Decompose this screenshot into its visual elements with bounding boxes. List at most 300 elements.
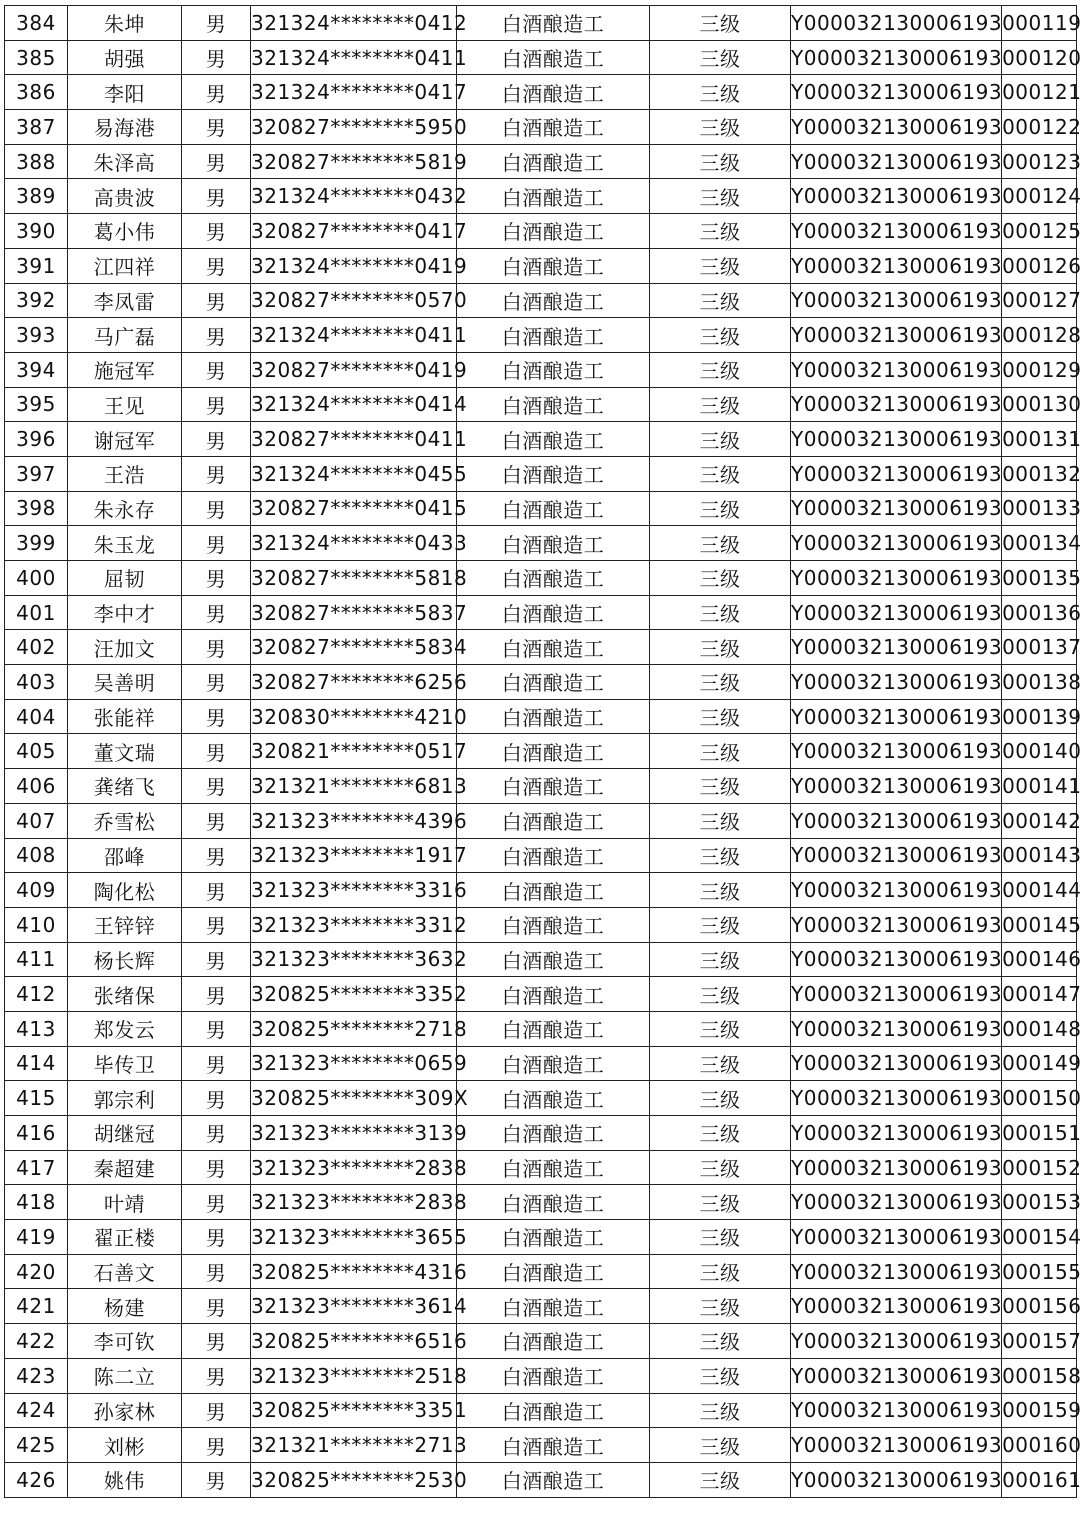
occupation-cell: 白酒酿造工 (457, 977, 650, 1012)
skill-level-cell: 三级 (650, 977, 791, 1012)
certificate-number-cell: Y000032130006193000153 (791, 1185, 1002, 1220)
row-number-cell: 410 (5, 907, 68, 942)
row-number-cell: 400 (5, 561, 68, 596)
person-name-cell: 张能祥 (68, 699, 182, 734)
row-number-cell: 421 (5, 1289, 68, 1324)
occupation-cell: 白酒酿造工 (457, 1220, 650, 1255)
skill-level-cell: 三级 (650, 838, 791, 873)
gender-cell: 男 (182, 1462, 251, 1497)
person-name-cell: 杨建 (68, 1289, 182, 1324)
occupation-cell: 白酒酿造工 (457, 665, 650, 700)
certificate-number-cell: Y000032130006193000154 (791, 1220, 1002, 1255)
skill-level-cell: 三级 (650, 699, 791, 734)
skill-level-cell: 三级 (650, 387, 791, 422)
skill-level-cell: 三级 (650, 1150, 791, 1185)
person-name-cell: 乔雪松 (68, 803, 182, 838)
table-row (5, 6, 1077, 41)
row-number-cell: 384 (5, 6, 68, 41)
row-number-cell: 407 (5, 803, 68, 838)
id-number-cell: 320827********0419 (251, 352, 457, 387)
gender-cell: 男 (182, 248, 251, 283)
table-row (5, 1254, 1077, 1289)
row-number-cell: 425 (5, 1428, 68, 1463)
occupation-cell: 白酒酿造工 (457, 248, 650, 283)
certificate-number-cell: Y000032130006193000135 (791, 561, 1002, 596)
person-name-cell: 孙家林 (68, 1393, 182, 1428)
gender-cell: 男 (182, 769, 251, 804)
table-row (5, 75, 1077, 110)
id-number-cell: 321324********0419 (251, 248, 457, 283)
id-number-cell: 321323********3312 (251, 907, 457, 942)
skill-level-cell: 三级 (650, 665, 791, 700)
table-row (5, 665, 1077, 700)
gender-cell: 男 (182, 907, 251, 942)
gender-cell: 男 (182, 1150, 251, 1185)
person-name-cell: 吴善明 (68, 665, 182, 700)
gender-cell: 男 (182, 1185, 251, 1220)
skill-level-cell: 三级 (650, 907, 791, 942)
row-number-cell: 390 (5, 214, 68, 249)
id-number-cell: 321321********6813 (251, 769, 457, 804)
gender-cell: 男 (182, 1220, 251, 1255)
gender-cell: 男 (182, 422, 251, 457)
table-row (5, 352, 1077, 387)
id-number-cell: 320825********4316 (251, 1254, 457, 1289)
table-row (5, 1185, 1077, 1220)
certificate-number-cell: Y000032130006193000161 (791, 1462, 1002, 1497)
person-name-cell: 陈二立 (68, 1358, 182, 1393)
skill-level-cell: 三级 (650, 110, 791, 145)
occupation-cell: 白酒酿造工 (457, 110, 650, 145)
gender-cell: 男 (182, 630, 251, 665)
id-number-cell: 321323********3632 (251, 942, 457, 977)
occupation-cell: 白酒酿造工 (457, 1254, 650, 1289)
id-number-cell: 320827********5950 (251, 110, 457, 145)
occupation-cell: 白酒酿造工 (457, 75, 650, 110)
skill-level-cell: 三级 (650, 1462, 791, 1497)
table-row (5, 1150, 1077, 1185)
occupation-cell: 白酒酿造工 (457, 1185, 650, 1220)
certificate-number-cell: Y000032130006193000156 (791, 1289, 1002, 1324)
certificate-number-cell: Y000032130006193000128 (791, 318, 1002, 353)
occupation-cell: 白酒酿造工 (457, 214, 650, 249)
row-number-cell: 385 (5, 40, 68, 75)
person-name-cell: 毕传卫 (68, 1046, 182, 1081)
certificate-number-cell: Y000032130006193000155 (791, 1254, 1002, 1289)
id-number-cell: 320827********0417 (251, 214, 457, 249)
id-number-cell: 321321********2713 (251, 1428, 457, 1463)
table-row (5, 422, 1077, 457)
occupation-cell: 白酒酿造工 (457, 769, 650, 804)
certificate-number-cell: Y000032130006193000121 (791, 75, 1002, 110)
id-number-cell: 321324********0455 (251, 456, 457, 491)
skill-level-cell: 三级 (650, 352, 791, 387)
certificate-number-cell: Y000032130006193000141 (791, 769, 1002, 804)
table-row (5, 1428, 1077, 1463)
row-number-cell: 394 (5, 352, 68, 387)
table-row (5, 1462, 1077, 1497)
table-row (5, 561, 1077, 596)
id-number-cell: 320827********6256 (251, 665, 457, 700)
certificate-number-cell: Y000032130006193000137 (791, 630, 1002, 665)
row-number-cell: 419 (5, 1220, 68, 1255)
person-name-cell: 秦超建 (68, 1150, 182, 1185)
person-name-cell: 李中才 (68, 595, 182, 630)
person-name-cell: 王锌锌 (68, 907, 182, 942)
row-number-cell: 387 (5, 110, 68, 145)
gender-cell: 男 (182, 1428, 251, 1463)
gender-cell: 男 (182, 526, 251, 561)
gender-cell: 男 (182, 1046, 251, 1081)
skill-level-cell: 三级 (650, 6, 791, 41)
skill-level-cell: 三级 (650, 1428, 791, 1463)
gender-cell: 男 (182, 942, 251, 977)
skill-level-cell: 三级 (650, 595, 791, 630)
id-number-cell: 320825********3351 (251, 1393, 457, 1428)
certificate-number-cell: Y000032130006193000147 (791, 977, 1002, 1012)
occupation-cell: 白酒酿造工 (457, 40, 650, 75)
table-row (5, 734, 1077, 769)
person-name-cell: 李阳 (68, 75, 182, 110)
certificate-number-cell: Y000032130006193000120 (791, 40, 1002, 75)
certificate-number-cell: Y000032130006193000139 (791, 699, 1002, 734)
skill-level-cell: 三级 (650, 1220, 791, 1255)
certificate-number-cell: Y000032130006193000131 (791, 422, 1002, 457)
certificate-number-cell: Y000032130006193000136 (791, 595, 1002, 630)
certificate-number-cell: Y000032130006193000138 (791, 665, 1002, 700)
gender-cell: 男 (182, 838, 251, 873)
gender-cell: 男 (182, 1393, 251, 1428)
person-name-cell: 郭宗利 (68, 1081, 182, 1116)
row-number-cell: 426 (5, 1462, 68, 1497)
person-name-cell: 马广磊 (68, 318, 182, 353)
table-row (5, 318, 1077, 353)
gender-cell: 男 (182, 352, 251, 387)
id-number-cell: 321323********2518 (251, 1358, 457, 1393)
row-number-cell: 409 (5, 873, 68, 908)
id-number-cell: 320825********309X (251, 1081, 457, 1116)
occupation-cell: 白酒酿造工 (457, 561, 650, 596)
certificate-number-cell: Y000032130006193000143 (791, 838, 1002, 873)
table-row (5, 595, 1077, 630)
person-name-cell: 李可钦 (68, 1324, 182, 1359)
person-name-cell: 朱永存 (68, 491, 182, 526)
skill-level-cell: 三级 (650, 40, 791, 75)
skill-level-cell: 三级 (650, 526, 791, 561)
row-number-cell: 398 (5, 491, 68, 526)
row-number-cell: 414 (5, 1046, 68, 1081)
id-number-cell: 320825********6516 (251, 1324, 457, 1359)
person-name-cell: 胡继冠 (68, 1116, 182, 1151)
row-number-cell: 393 (5, 318, 68, 353)
occupation-cell: 白酒酿造工 (457, 179, 650, 214)
table-row (5, 526, 1077, 561)
roster-table (4, 5, 1081, 1498)
row-number-cell: 412 (5, 977, 68, 1012)
certificate-number-cell: Y000032130006193000122 (791, 110, 1002, 145)
table-row (5, 769, 1077, 804)
occupation-cell: 白酒酿造工 (457, 352, 650, 387)
skill-level-cell: 三级 (650, 75, 791, 110)
certificate-number-cell: Y000032130006193000133 (791, 491, 1002, 526)
row-number-cell: 404 (5, 699, 68, 734)
certificate-number-cell: Y000032130006193000124 (791, 179, 1002, 214)
gender-cell: 男 (182, 6, 251, 41)
person-name-cell: 陶化松 (68, 873, 182, 908)
certificate-number-cell: Y000032130006193000149 (791, 1046, 1002, 1081)
person-name-cell: 谢冠军 (68, 422, 182, 457)
occupation-cell: 白酒酿造工 (457, 699, 650, 734)
occupation-cell: 白酒酿造工 (457, 283, 650, 318)
certificate-number-cell: Y000032130006193000130 (791, 387, 1002, 422)
table-row (5, 179, 1077, 214)
gender-cell: 男 (182, 1254, 251, 1289)
id-number-cell: 321324********0432 (251, 179, 457, 214)
table-row (5, 1011, 1077, 1046)
id-number-cell: 320827********5819 (251, 144, 457, 179)
id-number-cell: 320827********0570 (251, 283, 457, 318)
certificate-number-cell: Y000032130006193000127 (791, 283, 1002, 318)
certificate-number-cell: Y000032130006193000142 (791, 803, 1002, 838)
table-row (5, 1220, 1077, 1255)
certificate-number-cell: Y000032130006193000125 (791, 214, 1002, 249)
certificate-number-cell: Y000032130006193000148 (791, 1011, 1002, 1046)
person-name-cell: 江四祥 (68, 248, 182, 283)
occupation-cell: 白酒酿造工 (457, 1393, 650, 1428)
table-row (5, 699, 1077, 734)
id-number-cell: 321324********0433 (251, 526, 457, 561)
occupation-cell: 白酒酿造工 (457, 595, 650, 630)
row-number-cell: 413 (5, 1011, 68, 1046)
row-number-cell: 396 (5, 422, 68, 457)
gender-cell: 男 (182, 75, 251, 110)
table-row (5, 283, 1077, 318)
certificate-number-cell: Y000032130006193000144 (791, 873, 1002, 908)
table-row (5, 144, 1077, 179)
id-number-cell: 320827********5834 (251, 630, 457, 665)
occupation-cell: 白酒酿造工 (457, 803, 650, 838)
gender-cell: 男 (182, 318, 251, 353)
skill-level-cell: 三级 (650, 1185, 791, 1220)
person-name-cell: 朱坤 (68, 6, 182, 41)
skill-level-cell: 三级 (650, 318, 791, 353)
skill-level-cell: 三级 (650, 144, 791, 179)
certificate-number-cell: Y000032130006193000157 (791, 1324, 1002, 1359)
person-name-cell: 龚绪飞 (68, 769, 182, 804)
id-number-cell: 321323********3316 (251, 873, 457, 908)
person-name-cell: 葛小伟 (68, 214, 182, 249)
certificate-number-cell: Y000032130006193000145 (791, 907, 1002, 942)
occupation-cell: 白酒酿造工 (457, 1324, 650, 1359)
skill-level-cell: 三级 (650, 1116, 791, 1151)
person-name-cell: 朱泽高 (68, 144, 182, 179)
occupation-cell: 白酒酿造工 (457, 873, 650, 908)
certificate-number-cell: Y000032130006193000158 (791, 1358, 1002, 1393)
skill-level-cell: 三级 (650, 422, 791, 457)
gender-cell: 男 (182, 734, 251, 769)
skill-level-cell: 三级 (650, 942, 791, 977)
table-row (5, 1081, 1077, 1116)
skill-level-cell: 三级 (650, 248, 791, 283)
certificate-number-cell: Y000032130006193000123 (791, 144, 1002, 179)
table-row (5, 942, 1077, 977)
table-row (5, 1046, 1077, 1081)
certificate-number-cell: Y000032130006193000132 (791, 456, 1002, 491)
occupation-cell: 白酒酿造工 (457, 422, 650, 457)
skill-level-cell: 三级 (650, 179, 791, 214)
row-number-cell: 416 (5, 1116, 68, 1151)
skill-level-cell: 三级 (650, 1081, 791, 1116)
table-row (5, 110, 1077, 145)
gender-cell: 男 (182, 1289, 251, 1324)
occupation-cell: 白酒酿造工 (457, 1428, 650, 1463)
table-row (5, 387, 1077, 422)
gender-cell: 男 (182, 179, 251, 214)
gender-cell: 男 (182, 1116, 251, 1151)
occupation-cell: 白酒酿造工 (457, 1289, 650, 1324)
row-number-cell: 397 (5, 456, 68, 491)
id-number-cell: 321324********0411 (251, 40, 457, 75)
person-name-cell: 杨长辉 (68, 942, 182, 977)
table-row (5, 630, 1077, 665)
skill-level-cell: 三级 (650, 769, 791, 804)
occupation-cell: 白酒酿造工 (457, 526, 650, 561)
gender-cell: 男 (182, 803, 251, 838)
certificate-number-cell: Y000032130006193000134 (791, 526, 1002, 561)
row-number-cell: 395 (5, 387, 68, 422)
table-row (5, 838, 1077, 873)
id-number-cell: 321323********2838 (251, 1185, 457, 1220)
gender-cell: 男 (182, 1324, 251, 1359)
skill-level-cell: 三级 (650, 1358, 791, 1393)
occupation-cell: 白酒酿造工 (457, 491, 650, 526)
table-row (5, 1358, 1077, 1393)
skill-level-cell: 三级 (650, 283, 791, 318)
certificate-number-cell: Y000032130006193000160 (791, 1428, 1002, 1463)
occupation-cell: 白酒酿造工 (457, 630, 650, 665)
gender-cell: 男 (182, 40, 251, 75)
row-number-cell: 406 (5, 769, 68, 804)
row-number-cell: 391 (5, 248, 68, 283)
table-row (5, 1289, 1077, 1324)
id-number-cell: 321323********3614 (251, 1289, 457, 1324)
id-number-cell: 321324********0411 (251, 318, 457, 353)
row-number-cell: 420 (5, 1254, 68, 1289)
gender-cell: 男 (182, 873, 251, 908)
gender-cell: 男 (182, 456, 251, 491)
occupation-cell: 白酒酿造工 (457, 1358, 650, 1393)
id-number-cell: 320825********3352 (251, 977, 457, 1012)
row-number-cell: 388 (5, 144, 68, 179)
person-name-cell: 李凤雷 (68, 283, 182, 318)
id-number-cell: 321323********3139 (251, 1116, 457, 1151)
occupation-cell: 白酒酿造工 (457, 1462, 650, 1497)
person-name-cell: 朱玉龙 (68, 526, 182, 561)
skill-level-cell: 三级 (650, 1324, 791, 1359)
gender-cell: 男 (182, 214, 251, 249)
skill-level-cell: 三级 (650, 491, 791, 526)
skill-level-cell: 三级 (650, 803, 791, 838)
row-number-cell: 408 (5, 838, 68, 873)
id-number-cell: 321323********4396 (251, 803, 457, 838)
table-row (5, 214, 1077, 249)
row-number-cell: 418 (5, 1185, 68, 1220)
skill-level-cell: 三级 (650, 1254, 791, 1289)
id-number-cell: 320827********5818 (251, 561, 457, 596)
table-row (5, 873, 1077, 908)
person-name-cell: 王浩 (68, 456, 182, 491)
id-number-cell: 320827********0411 (251, 422, 457, 457)
skill-level-cell: 三级 (650, 214, 791, 249)
id-number-cell: 321324********0414 (251, 387, 457, 422)
gender-cell: 男 (182, 1081, 251, 1116)
occupation-cell: 白酒酿造工 (457, 1150, 650, 1185)
certificate-number-cell: Y000032130006193000140 (791, 734, 1002, 769)
gender-cell: 男 (182, 595, 251, 630)
row-number-cell: 417 (5, 1150, 68, 1185)
occupation-cell: 白酒酿造工 (457, 1081, 650, 1116)
occupation-cell: 白酒酿造工 (457, 942, 650, 977)
certificate-number-cell: Y000032130006193000119 (791, 6, 1002, 41)
id-number-cell: 320825********2530 (251, 1462, 457, 1497)
row-number-cell: 386 (5, 75, 68, 110)
occupation-cell: 白酒酿造工 (457, 318, 650, 353)
skill-level-cell: 三级 (650, 1011, 791, 1046)
gender-cell: 男 (182, 699, 251, 734)
id-number-cell: 320821********0517 (251, 734, 457, 769)
table-row (5, 491, 1077, 526)
occupation-cell: 白酒酿造工 (457, 1011, 650, 1046)
table-row (5, 248, 1077, 283)
person-name-cell: 屈韧 (68, 561, 182, 596)
row-number-cell: 424 (5, 1393, 68, 1428)
certificate-number-cell: Y000032130006193000150 (791, 1081, 1002, 1116)
skill-level-cell: 三级 (650, 1046, 791, 1081)
id-number-cell: 320827********5837 (251, 595, 457, 630)
gender-cell: 男 (182, 491, 251, 526)
person-name-cell: 郑发云 (68, 1011, 182, 1046)
row-number-cell: 392 (5, 283, 68, 318)
person-name-cell: 石善文 (68, 1254, 182, 1289)
person-name-cell: 易海港 (68, 110, 182, 145)
row-number-cell: 405 (5, 734, 68, 769)
skill-level-cell: 三级 (650, 734, 791, 769)
row-number-cell: 402 (5, 630, 68, 665)
roster-body (5, 6, 1081, 1498)
gender-cell: 男 (182, 283, 251, 318)
id-number-cell: 320830********4210 (251, 699, 457, 734)
gender-cell: 男 (182, 387, 251, 422)
gender-cell: 男 (182, 561, 251, 596)
person-name-cell: 邵峰 (68, 838, 182, 873)
row-number-cell: 399 (5, 526, 68, 561)
occupation-cell: 白酒酿造工 (457, 387, 650, 422)
gender-cell: 男 (182, 110, 251, 145)
table-row (5, 40, 1077, 75)
row-number-cell: 401 (5, 595, 68, 630)
gender-cell: 男 (182, 977, 251, 1012)
skill-level-cell: 三级 (650, 1393, 791, 1428)
table-row (5, 1393, 1077, 1428)
person-name-cell: 翟正楼 (68, 1220, 182, 1255)
id-number-cell: 321323********3655 (251, 1220, 457, 1255)
person-name-cell: 董文瑞 (68, 734, 182, 769)
id-number-cell: 320827********0415 (251, 491, 457, 526)
certificate-number-cell: Y000032130006193000159 (791, 1393, 1002, 1428)
person-name-cell: 姚伟 (68, 1462, 182, 1497)
id-number-cell: 321324********0417 (251, 75, 457, 110)
table-row (5, 907, 1077, 942)
